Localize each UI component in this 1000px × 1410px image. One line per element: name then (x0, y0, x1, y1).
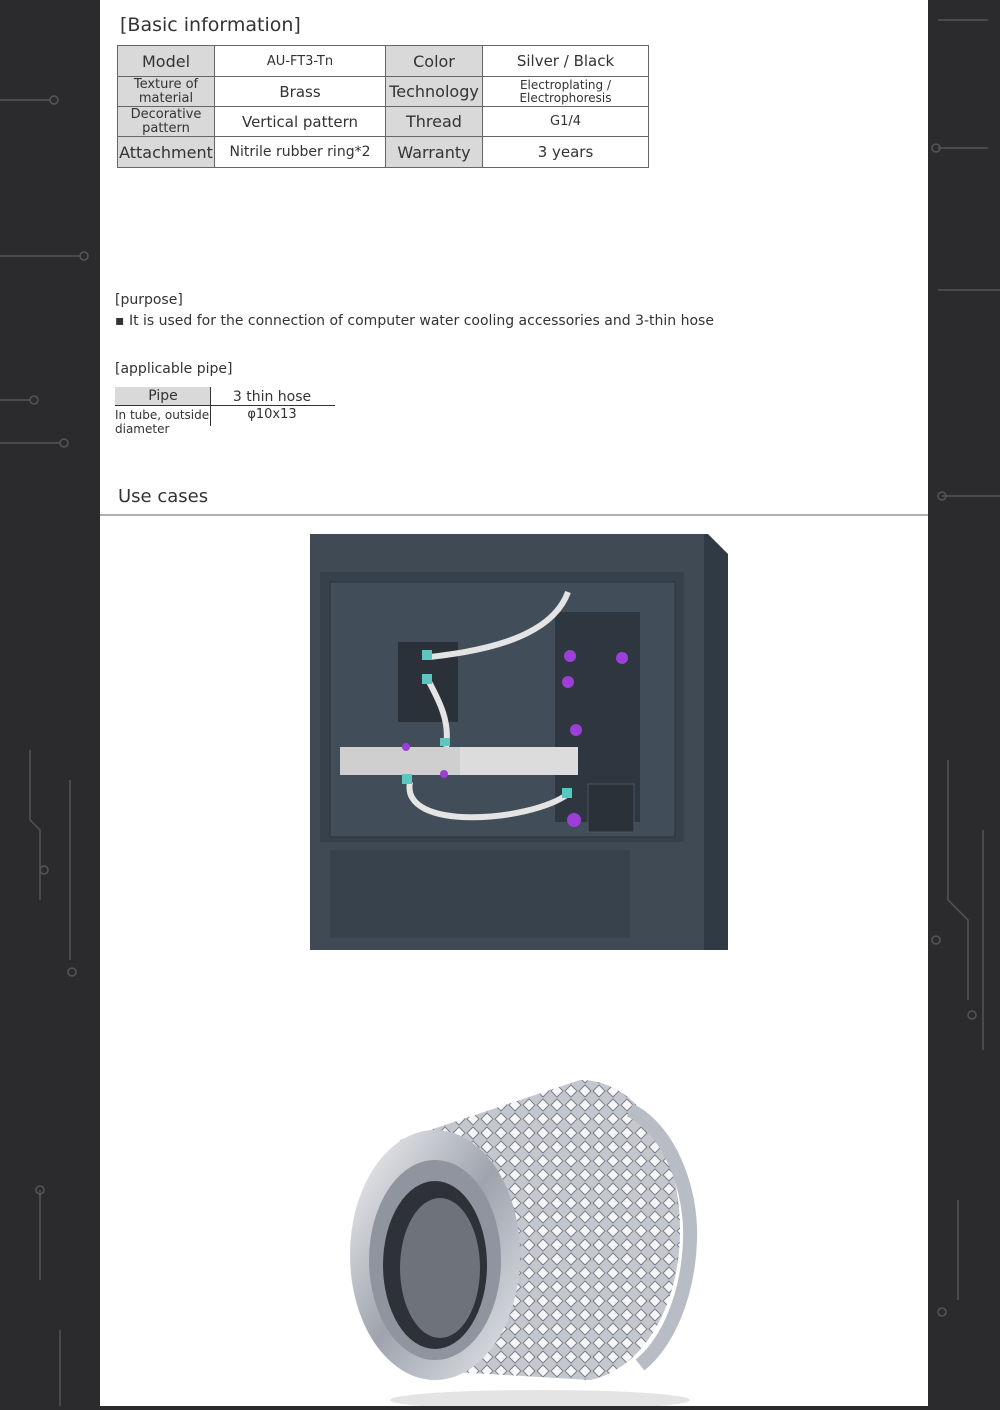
spec-key: Warranty (386, 137, 483, 168)
spec-key: Thread (386, 107, 483, 137)
spec-table (117, 45, 649, 168)
spec-value: 3 years (483, 137, 649, 168)
spec-value: Brass (215, 77, 386, 107)
spec-key: Model (118, 46, 215, 77)
product-page (100, 0, 928, 1406)
pipe-row-value: φ10x13 (247, 407, 297, 422)
purpose-text: ▪ It is used for the connection of computer water cooling accessories and 3-thin hose (115, 313, 714, 329)
spec-value: Silver / Black (483, 46, 649, 77)
spec-value: Vertical pattern (215, 107, 386, 137)
applicable-pipe-heading: [applicable pipe] (115, 361, 233, 377)
spec-key: Technology (386, 77, 483, 107)
fitting-product-image (340, 1070, 700, 1406)
spec-value: Electroplating / Electrophoresis (483, 77, 649, 107)
spec-key: Color (386, 46, 483, 77)
circuit-background-right (928, 0, 1000, 1406)
spec-key: Attachment (118, 137, 215, 168)
pipe-row-label: In tube, outside diameter (115, 408, 210, 436)
spec-row (118, 137, 649, 168)
spec-row (118, 77, 649, 107)
spec-value: G1/4 (483, 107, 649, 137)
hose-header: 3 thin hose (232, 389, 312, 405)
basic-information-heading: [Basic information] (120, 14, 301, 36)
pipe-table-rule (115, 405, 335, 406)
spec-key: Decorative pattern (118, 107, 215, 137)
circuit-background-left (0, 0, 100, 1406)
spec-row (118, 107, 649, 137)
section-divider (100, 514, 928, 516)
pc-case-image (310, 532, 730, 952)
use-cases-heading: Use cases (118, 486, 209, 507)
spec-key: Texture of material (118, 77, 215, 107)
spec-row (118, 46, 649, 77)
spec-value: AU-FT3-Tn (215, 46, 386, 77)
pipe-header: Pipe (115, 387, 211, 405)
purpose-heading: [purpose] (115, 292, 183, 308)
info-section (100, 0, 928, 515)
spec-value: Nitrile rubber ring*2 (215, 137, 386, 168)
